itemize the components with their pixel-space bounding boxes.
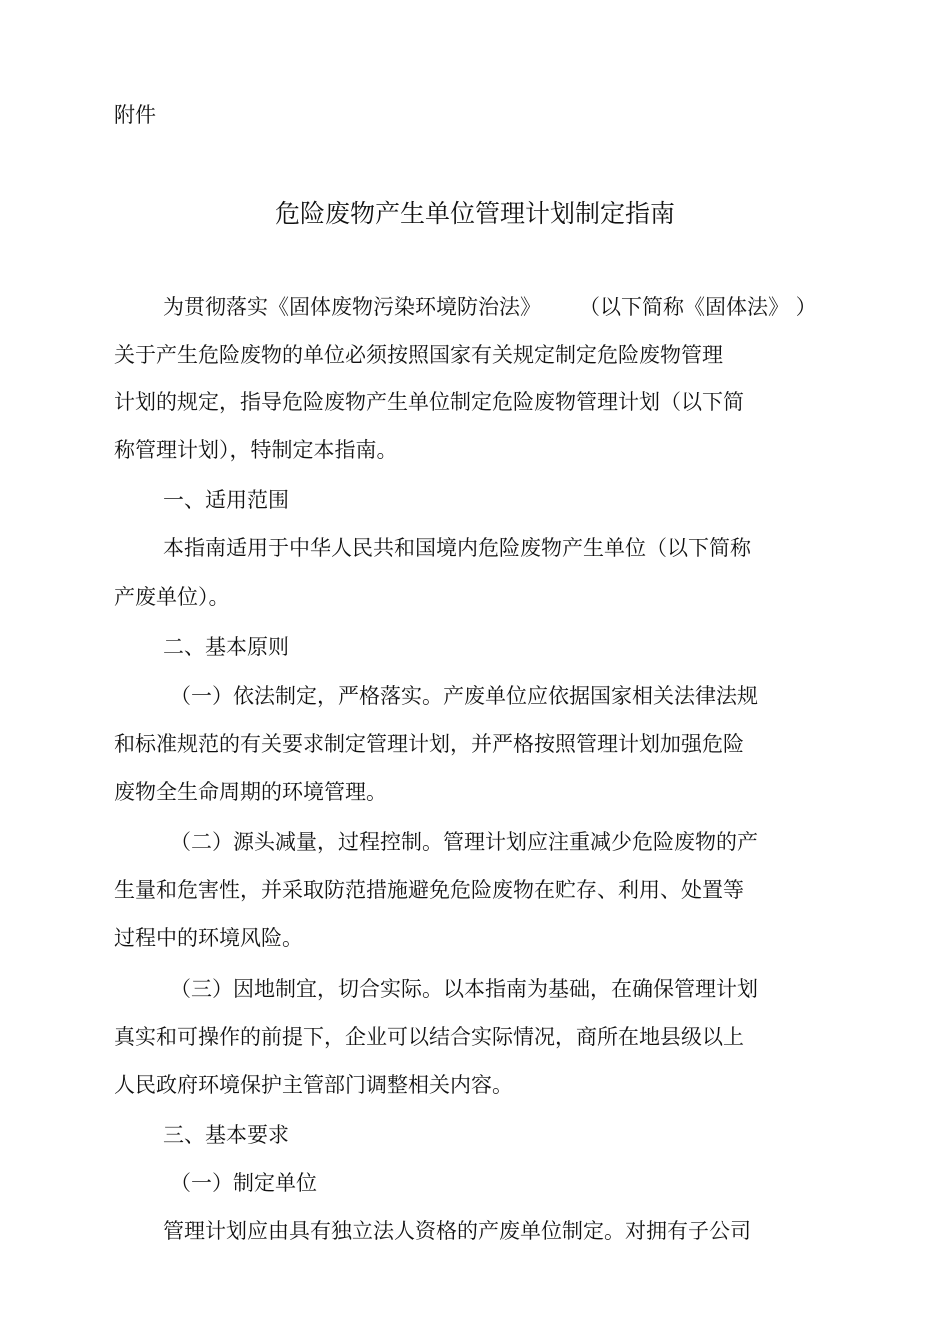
intro-line-1 xyxy=(163,292,817,322)
principle-2-line-1: （二）源头减量，过程控制。管理计划应注重减少危险废物的产 xyxy=(170,830,758,854)
section-2-heading: 二、基本原则 xyxy=(163,635,289,659)
section-1-line-2: 产废单位）。 xyxy=(114,585,230,609)
intro-line-1a: 为贯彻落实《固体废物污染环境防治法》 xyxy=(163,295,541,319)
principle-3-line-3: 人民政府环境保护主管部门调整相关内容。 xyxy=(114,1073,513,1097)
section-1-line-1: 本指南适用于中华人民共和国境内危险废物产生单位（以下简称 xyxy=(163,536,751,560)
document-title: 危险废物产生单位管理计划制定指南 xyxy=(274,199,675,228)
principle-2-line-3: 过程中的环境风险。 xyxy=(114,926,303,950)
intro-line-3: 计划的规定，指导危险废物产生单位制定危险废物管理计划（以下简 xyxy=(114,390,744,414)
principle-3-line-2: 真实和可操作的前提下，企业可以结合实际情况，商所在地县级以上 xyxy=(114,1025,744,1049)
intro-line-1b: （以下简称《固体法》 ） xyxy=(579,295,817,319)
intro-line-2: 关于产生危险废物的单位必须按照国家有关规定制定危险废物管理 xyxy=(114,343,723,367)
section-3-sub-1-heading: （一）制定单位 xyxy=(170,1171,317,1195)
principle-1-line-1: （一）依法制定，严格落实。产废单位应依据国家相关法律法规 xyxy=(170,684,758,708)
principle-1-line-2: 和标准规范的有关要求制定管理计划，并严格按照管理计划加强危险 xyxy=(114,732,744,756)
principle-3-line-1: （三）因地制宜，切合实际。以本指南为基础，在确保管理计划 xyxy=(170,977,758,1001)
principle-2-line-2: 生量和危害性，并采取防范措施避免危险废物在贮存、利用、处置等 xyxy=(114,878,744,902)
section-3-heading: 三、基本要求 xyxy=(163,1123,289,1147)
attachment-label: 附件 xyxy=(114,103,156,127)
section-3-line-1: 管理计划应由具有独立法人资格的产废单位制定。对拥有子公司 xyxy=(163,1219,751,1243)
principle-1-line-3: 废物全生命周期的环境管理。 xyxy=(114,780,387,804)
intro-line-4: 称管理计划），特制定本指南。 xyxy=(114,438,398,462)
section-1-heading: 一、适用范围 xyxy=(163,488,289,512)
